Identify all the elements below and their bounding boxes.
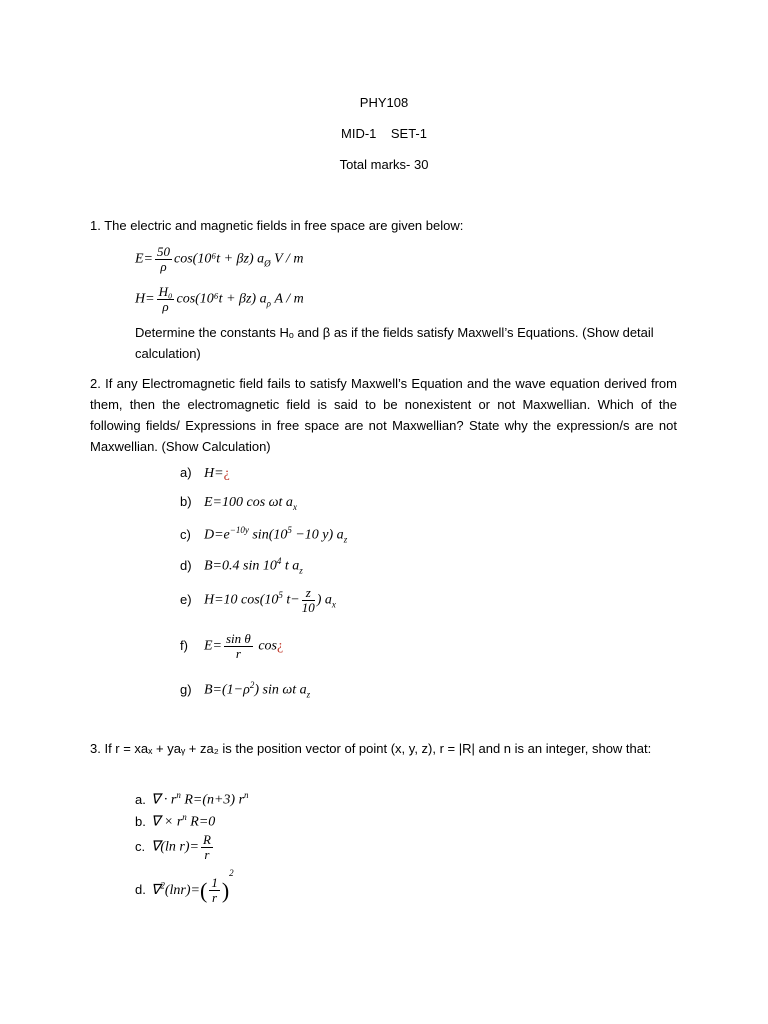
exam-set: MID-1 SET-1 — [341, 126, 427, 141]
q2-item-a: a) H=¿ — [180, 465, 230, 481]
q1-text: 1. The electric and magnetic fields in free space are given below: — [90, 218, 464, 233]
q2-item-d: d) B=0.4 $\sin 10^4$ t $a_z$ — [180, 556, 303, 576]
q3-text: 3. If r = xaₓ + yaᵧ + za₂ is the position vector of point (x, y, z), r = |R| and n is an integer, show that: — [90, 741, 652, 756]
q2-item-c: c) $D=e^{-10y}$ $\sin(10^5 -10$ y) $a_z$ — [180, 525, 348, 545]
q3-item-b: b. ∇ × $r^n$ R=0 — [135, 812, 216, 830]
q3-item-c: c. ∇(ln r)= $\frac{R}{r}$ — [135, 832, 211, 862]
q3-item-d: d. ∇$^2$(lnr)=( $\frac{1}{r}$ )$^2$ — [135, 868, 234, 906]
total-marks: Total marks- 30 — [339, 157, 429, 172]
q1-eq-electric: E= $\frac{50}{\rho}$ cos(10⁶t + βz) $a_Ø$ V / m — [135, 244, 304, 274]
q1-task: Determine the constants Hₒ and β as if the fields satisfy Maxwell’s Equations. (Show detail calculation) — [135, 325, 654, 361]
q2-item-b: b) E=100 cos ωt $a_x$ — [180, 494, 297, 512]
q2-item-g: g) $B=(1-\rho^2)$ sin ωt $a_z$ — [180, 680, 311, 700]
q1-eq-magnetic: H= $\frac{\text{H₀}}{\rho}$ cos(10⁶t + βz) $a_\rho$ A / m — [135, 284, 304, 314]
q2-text: 2. If any Electromagnetic field fails to satisfy Maxwell’s Equation and the wave equation derived from them, then the electromagnetic field is said to be nonexistent or not Maxwellian. Which of the following fields/ Expressions in free space are not Maxwellian? State why the expression/s are not Maxwellian. (Show Calculation) — [90, 376, 677, 454]
course-code: PHY108 — [359, 95, 409, 110]
q2-item-e: e) H=10 $\cos(10^5$ t− $\frac{z}{10}$ ) $a_x$ — [180, 585, 336, 615]
q2-item-f: f) E= $\frac{\text{sin θ}}{r}$ cos¿ — [180, 631, 284, 661]
q3-item-a: a. ∇ · $r^n$ R=(n+3) $r^n$ — [135, 790, 249, 808]
